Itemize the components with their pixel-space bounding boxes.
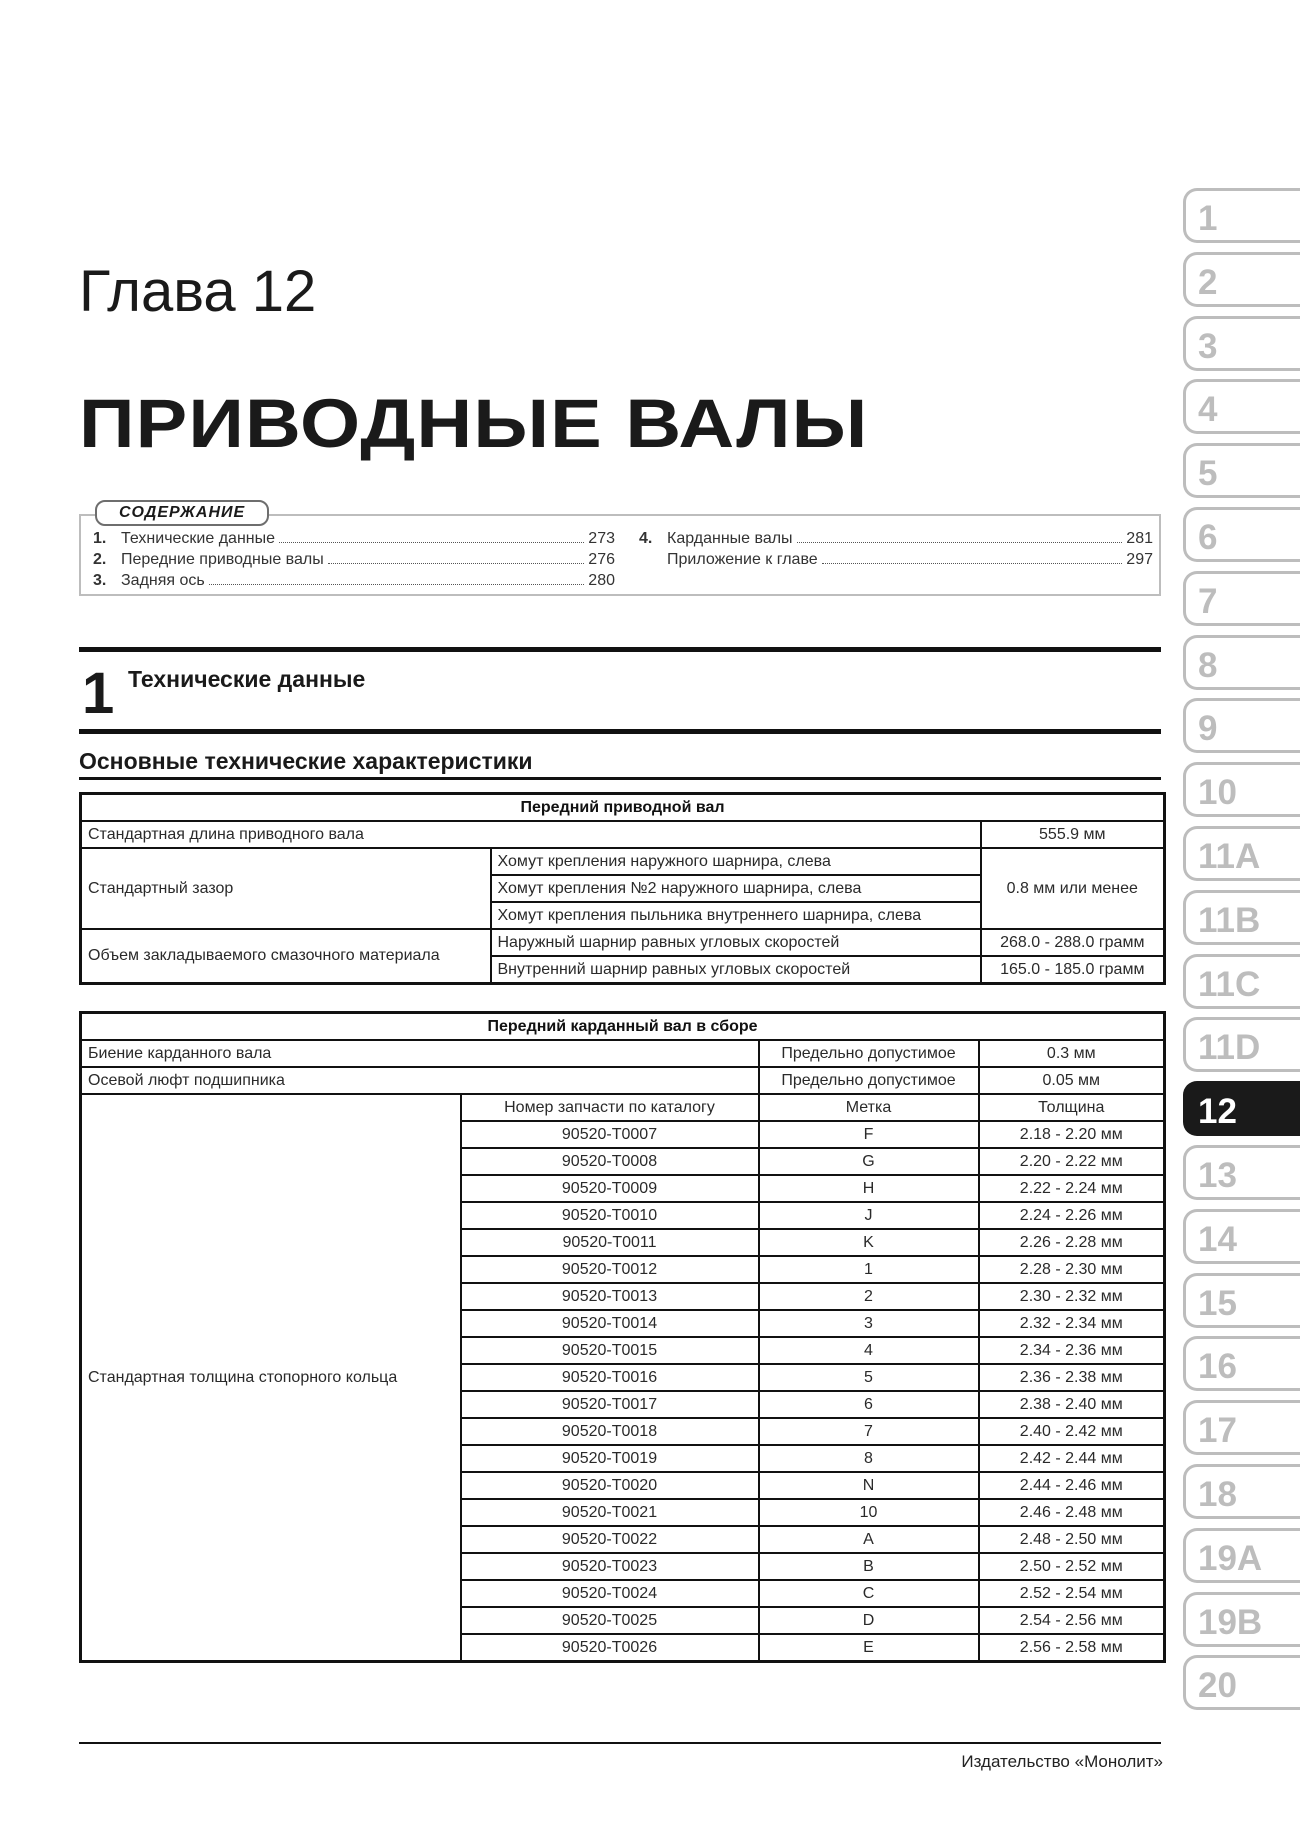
cell-mark: 4 [759,1337,979,1364]
clearance-value: 0.8 мм или менее [981,848,1165,929]
toc-heading: СОДЕРЖАНИЕ [95,500,269,526]
cell-thickness: 2.52 - 2.54 мм [979,1580,1165,1607]
bearing-play-limit: Предельно допустимое [759,1067,979,1094]
clearance-item: Хомут крепления наружного шарнира, слева [491,848,981,875]
chapter-tab[interactable]: 2 [1183,252,1300,307]
chapter-tab[interactable]: 1 [1183,188,1300,243]
chapter-title: ПРИВОДНЫЕ ВАЛЫ [79,385,869,462]
cell-thickness: 2.56 - 2.58 мм [979,1634,1165,1662]
chapter-tab[interactable]: 16 [1183,1336,1300,1391]
toc-entry-number: 2. [93,551,107,568]
cell-mark: D [759,1607,979,1634]
chapter-tab[interactable]: 6 [1183,507,1300,562]
cell-thickness: 2.54 - 2.56 мм [979,1607,1165,1634]
chapter-tab[interactable]: 11C [1183,954,1300,1009]
cell-thickness: 2.40 - 2.42 мм [979,1418,1165,1445]
grease-item-value: 268.0 - 288.0 грамм [981,929,1165,956]
footer-rule [79,1742,1161,1744]
cell-mark: A [759,1526,979,1553]
chapter-tab[interactable]: 18 [1183,1464,1300,1519]
cell-mark: E [759,1634,979,1662]
cell-part: 90520-T0016 [461,1364,759,1391]
cell-part: 90520-T0025 [461,1607,759,1634]
subsection-title: Основные технические характеристики [79,748,533,774]
cell-part: 90520-T0022 [461,1526,759,1553]
propeller-shaft-table-header: Передний карданный вал в сборе [81,1013,1165,1041]
cell-thickness: 2.36 - 2.38 мм [979,1364,1165,1391]
toc-entry-label: Технические данные [121,530,276,547]
column-header-part: Номер запчасти по каталогу [461,1094,759,1121]
chapter-tab[interactable]: 15 [1183,1273,1300,1328]
clearance-item: Хомут крепления пыльника внутреннего шарнира, слева [491,902,981,929]
grease-label: Объем закладываемого смазочного материала [81,929,491,984]
cell-mark: 3 [759,1310,979,1337]
cell-part: 90520-T0011 [461,1229,759,1256]
propeller-shaft-table [79,1011,1166,1663]
chapter-tab[interactable]: 11A [1183,826,1300,881]
cell-part: 90520-T0021 [461,1499,759,1526]
toc-entry[interactable] [93,530,615,551]
toc-entry-number: 4. [639,530,653,547]
chapter-tab[interactable]: 4 [1183,379,1300,434]
clearance-label: Стандартный зазор [81,848,491,929]
cell-thickness: 2.44 - 2.46 мм [979,1472,1165,1499]
cell-part: 90520-T0015 [461,1337,759,1364]
toc-entry-label: Карданные валы [667,530,793,547]
drive-shaft-table-header: Передний приводной вал [81,794,1165,822]
publisher: Издательство «Монолит» [961,1752,1163,1771]
cell-thickness: 2.26 - 2.28 мм [979,1229,1165,1256]
cell-mark: 10 [759,1499,979,1526]
cell-part: 90520-T0010 [461,1202,759,1229]
cell-thickness: 2.50 - 2.52 мм [979,1553,1165,1580]
runout-limit: Предельно допустимое [759,1040,979,1067]
chapter-tab[interactable]: 20 [1183,1655,1300,1710]
chapter-tab[interactable]: 11B [1183,890,1300,945]
chapter-tab[interactable]: 13 [1183,1145,1300,1200]
grease-item-name: Наружный шарнир равных угловых скоростей [491,929,981,956]
cell-mark: K [759,1229,979,1256]
cell-thickness: 2.20 - 2.22 мм [979,1148,1165,1175]
chapter-tab[interactable]: 9 [1183,698,1300,753]
toc-entry-page: 297 [1126,551,1153,568]
section-bottom-rule [79,729,1161,734]
toc-entry-page: 273 [588,530,615,547]
section-top-rule [79,647,1161,652]
toc-entry[interactable] [93,551,615,572]
cell-part: 90520-T0013 [461,1283,759,1310]
cell-mark: F [759,1121,979,1148]
cell-part: 90520-T0008 [461,1148,759,1175]
cell-mark: G [759,1148,979,1175]
toc-entry-number: 3. [93,572,107,589]
cell-mark: C [759,1580,979,1607]
chapter-tab[interactable]: 10 [1183,762,1300,817]
chapter-tab[interactable]: 12 [1183,1081,1300,1136]
cell-mark: 7 [759,1418,979,1445]
toc-entry-page: 280 [588,572,615,589]
toc-leader-dots [328,563,585,564]
column-header-mark: Метка [759,1094,979,1121]
section-title: Технические данные [128,666,366,692]
cell-thickness: 2.22 - 2.24 мм [979,1175,1165,1202]
bearing-play-value: 0.05 мм [979,1067,1165,1094]
drive-shaft-table [79,792,1166,985]
toc-leader-dots [209,584,585,585]
toc-entry-number: 1. [93,530,107,547]
cell-part: 90520-T0012 [461,1256,759,1283]
cell-thickness: 2.28 - 2.30 мм [979,1256,1165,1283]
cell-mark: N [759,1472,979,1499]
cell-part: 90520-T0019 [461,1445,759,1472]
cell-thickness: 2.18 - 2.20 мм [979,1121,1165,1148]
toc-entry-page: 281 [1126,530,1153,547]
cell-mark: 2 [759,1283,979,1310]
cell-mark: 8 [759,1445,979,1472]
chapter-tab[interactable]: 5 [1183,443,1300,498]
toc-entry[interactable] [93,572,615,593]
cell-part: 90520-T0009 [461,1175,759,1202]
chapter-tab[interactable]: 8 [1183,635,1300,690]
cell-thickness: 2.32 - 2.34 мм [979,1310,1165,1337]
cell-thickness: 2.48 - 2.50 мм [979,1526,1165,1553]
chapter-tab[interactable]: 7 [1183,571,1300,626]
section-number: 1 [82,661,115,726]
cell-part: 90520-T0023 [461,1553,759,1580]
cell-part: 90520-T0026 [461,1634,759,1662]
cell-part: 90520-T0007 [461,1121,759,1148]
chapter-tab[interactable]: 14 [1183,1209,1300,1264]
cell-mark: H [759,1175,979,1202]
grease-item-name: Внутренний шарнир равных угловых скоростей [491,956,981,984]
cell-thickness: 2.34 - 2.36 мм [979,1337,1165,1364]
toc-leader-dots [279,542,584,543]
cell-mark: 5 [759,1364,979,1391]
chapter-tab[interactable]: 19A [1183,1528,1300,1583]
cell-part: 90520-T0017 [461,1391,759,1418]
toc-leader-dots [822,563,1123,564]
cell-part: 90520-T0020 [461,1472,759,1499]
bearing-play-label: Осевой люфт подшипника [81,1067,759,1094]
toc-column-right [639,530,1153,572]
cell-thickness: 2.46 - 2.48 мм [979,1499,1165,1526]
clearance-item: Хомут крепления №2 наружного шарнира, слева [491,875,981,902]
snap-ring-label: Стандартная толщина стопорного кольца [81,1094,461,1662]
cell-thickness: 2.30 - 2.32 мм [979,1283,1165,1310]
cell-thickness: 2.42 - 2.44 мм [979,1445,1165,1472]
cell-thickness: 2.24 - 2.26 мм [979,1202,1165,1229]
cell-thickness: 2.38 - 2.40 мм [979,1391,1165,1418]
toc-entry-page: 276 [588,551,615,568]
toc-entry-label: Задняя ось [121,572,205,589]
toc-entry[interactable] [639,530,1153,551]
cell-part: 90520-T0018 [461,1418,759,1445]
toc-leader-dots [797,542,1123,543]
toc-entry[interactable] [639,551,1153,572]
cell-part: 90520-T0014 [461,1310,759,1337]
chapter-label: Глава 12 [79,259,317,324]
subsection-rule [79,777,1161,780]
chapter-tab[interactable]: 19B [1183,1592,1300,1647]
cell-mark: 1 [759,1256,979,1283]
chapter-tab[interactable]: 11D [1183,1017,1300,1072]
chapter-tab[interactable]: 3 [1183,316,1300,371]
toc-entry-label: Передние приводные валы [121,551,324,568]
runout-label: Биение карданного вала [81,1040,759,1067]
shaft-length-value: 555.9 мм [981,821,1165,848]
chapter-tab[interactable]: 17 [1183,1400,1300,1455]
column-header-thickness: Толщина [979,1094,1165,1121]
toc-box [79,504,1161,596]
cell-mark: B [759,1553,979,1580]
cell-mark: 6 [759,1391,979,1418]
toc-column-left [93,530,615,593]
toc-entry-label: Приложение к главе [667,551,818,568]
shaft-length-label: Стандартная длина приводного вала [81,821,981,848]
cell-part: 90520-T0024 [461,1580,759,1607]
grease-item-value: 165.0 - 185.0 грамм [981,956,1165,984]
cell-mark: J [759,1202,979,1229]
runout-value: 0.3 мм [979,1040,1165,1067]
